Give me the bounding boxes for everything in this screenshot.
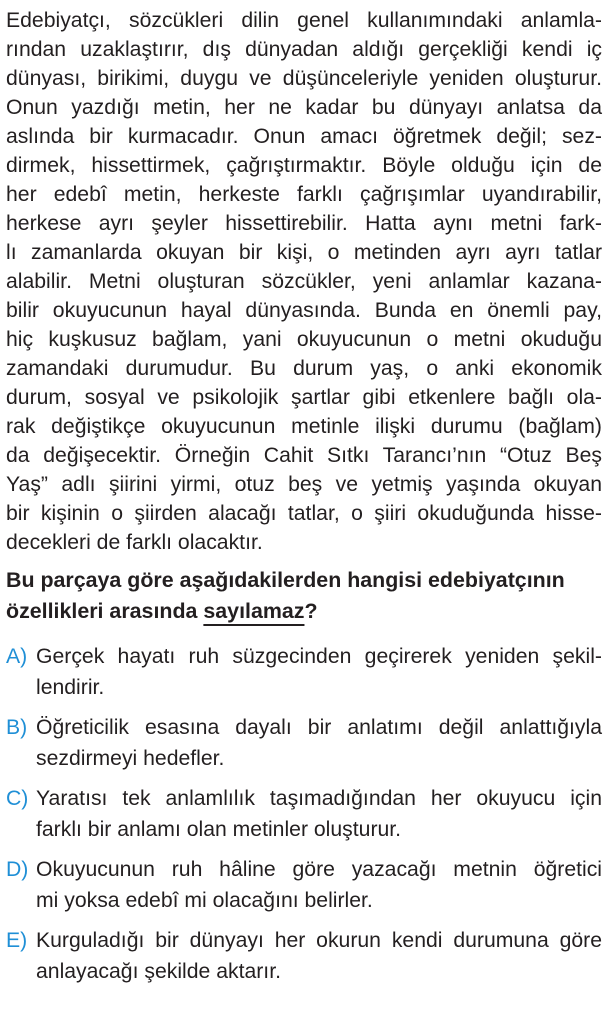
option-text xyxy=(36,783,602,845)
question-stem xyxy=(6,565,602,627)
option-line: Kurguladığı bir dünyayı her okurun kendi durumuna göre xyxy=(36,929,602,952)
question-page xyxy=(6,0,602,996)
passage-line: bir kişinin o şiirden alacağı tatlar, o şiiri okuduğunda hisse- xyxy=(6,502,602,525)
passage-line: zamandaki durumudur. Bu durum yaş, o anki ekonomik xyxy=(6,357,602,380)
question-line-1: Bu parçaya göre aşağıdakilerden hangisi edebiyatçının xyxy=(6,568,565,592)
passage-line: her edebî metin, herkeste farklı çağrışımlar uyandırabilir, xyxy=(6,183,602,206)
passage-line: Yaş” adlı şiirini yirmi, otuz beş ve yetmiş yaşında okuyan xyxy=(6,473,602,496)
passage-line: da değişecektir. Örneğin Cahit Sıtkı Tarancı’nın “Otuz Beş xyxy=(6,444,602,467)
passage-line: durum, sosyal ve psikolojik şartlar gibi etkenlere bağlı ola- xyxy=(6,386,602,409)
negation-keyword: sayılamaz xyxy=(203,599,305,623)
option-text xyxy=(36,641,602,703)
passage-line: Onun yazdığı metin, her ne kadar bu dünyayı anlatsa da xyxy=(6,96,602,119)
question-line-2 xyxy=(6,596,602,627)
option-line: Okuyucunun ruh hâline göre yazacağı metnin öğretici xyxy=(36,858,602,881)
answer-options xyxy=(6,641,602,987)
passage-line: decekleri de farklı olacaktır. xyxy=(6,531,263,554)
option-letter: A) xyxy=(6,645,28,668)
passage-line: dirmek, hissettirmek, çağrıştırmaktır. Böyle olduğu için de xyxy=(6,154,602,177)
option-line: sezdirmeyi hedefler. xyxy=(36,747,225,770)
reading-passage xyxy=(6,0,602,557)
passage-line: lı zamanlarda okuyan bir kişi, o metinden ayrı ayrı tatlar xyxy=(6,241,602,264)
option-letter: E) xyxy=(6,929,28,952)
passage-line: Edebiyatçı, sözcükleri dilin genel kullanımındaki anlamla- xyxy=(6,9,602,32)
option-letter: D) xyxy=(6,858,29,881)
passage-line: alabilir. Metni oluşturan sözcükler, yeni anlamlar kazana- xyxy=(6,270,602,293)
passage-line: herkese ayrı şeyler hissettirebilir. Hatta aynı metni fark- xyxy=(6,212,602,235)
option-line: farklı bir anlamı olan metinler oluşturur. xyxy=(36,818,402,841)
option-a[interactable] xyxy=(6,641,602,703)
option-text xyxy=(36,712,602,774)
passage-line: bilir okuyucunun hayal dünyasında. Bunda en önemli pay, xyxy=(6,299,602,322)
option-line: anlayacağı şekilde aktarır. xyxy=(36,960,281,983)
passage-line: aslında bir kurmacadır. Onun amacı öğretmek değil; sez- xyxy=(6,125,602,148)
option-e[interactable] xyxy=(6,925,602,987)
option-text xyxy=(36,854,602,916)
option-text xyxy=(36,925,602,987)
option-line: Öğreticilik esasına dayalı bir anlatımı değil anlattığıyla xyxy=(36,716,602,739)
option-letter: B) xyxy=(6,716,28,739)
option-letter: C) xyxy=(6,787,29,810)
option-b[interactable] xyxy=(6,712,602,774)
option-line: Gerçek hayatı ruh süzgecinden geçirerek yeniden şekil- xyxy=(36,645,602,668)
question-mark: ? xyxy=(304,599,318,623)
option-line: mi yoksa edebî mi olacağını belirler. xyxy=(36,889,373,912)
option-d[interactable] xyxy=(6,854,602,916)
option-c[interactable] xyxy=(6,783,602,845)
passage-line: rak değiştikçe okuyucunun metinle ilişki durumu (bağlam) xyxy=(6,415,602,438)
option-line: lendirir. xyxy=(36,676,105,699)
passage-line: hiç kuşkusuz bağlam, yani okuyucunun o metni okuduğu xyxy=(6,328,602,351)
passage-line: dünyası, birikimi, duygu ve düşünceleriyle yeniden oluşturur. xyxy=(6,67,602,90)
question-line-2-prefix: özellikleri arasında xyxy=(6,599,204,623)
option-line: Yaratısı tek anlamlılık taşımadığından her okuyucu için xyxy=(36,787,602,810)
passage-line: rından uzaklaştırır, dış dünyadan aldığı gerçekliği kendi iç xyxy=(6,38,602,61)
